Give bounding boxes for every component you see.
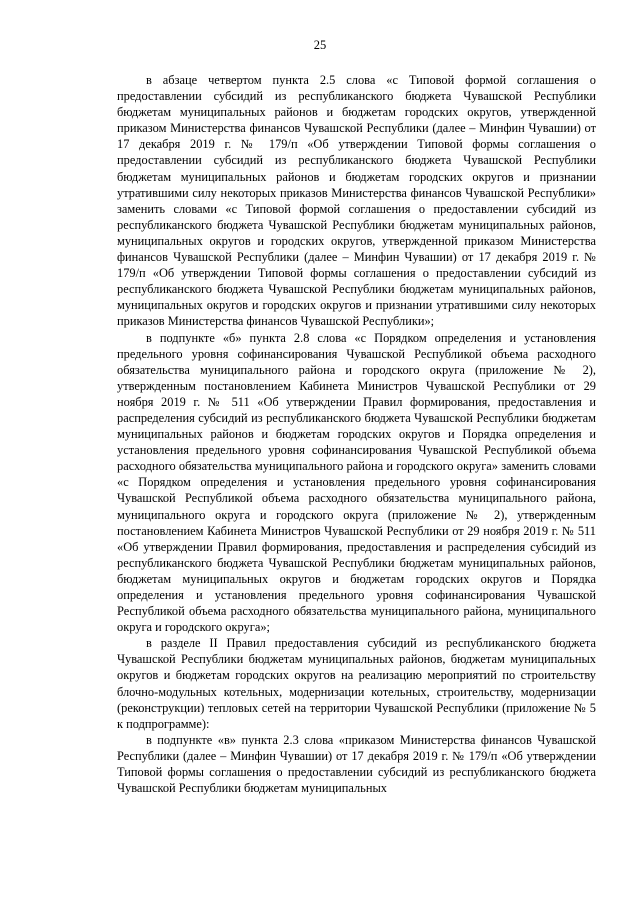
paragraph-1: в абзаце четвертом пункта 2.5 слова «с Типовой формой соглашения о предоставлении субсидий из республиканского бюджета Чувашской Республики бюджетам муниципальных районов и бюджетам городских округов, утвержденной приказом Министерства финансов Чувашской Республики (далее – Минфин Чувашии) от 17 декабря 2019 г. № 179/п «Об утверждении Типовой формы соглашения о предоставлении субсидий из республиканского бюджета Чувашской Республики бюджетам муниципальных районов и бюджетам городских округов и признании утратившими силу некоторых приказов Министерства финансов Чувашской Республики» заменить словами «с Типовой формой соглашения о предоставлении субсидий из республиканского бюджета Чувашской Республики бюджетам муниципальных районов, муниципальных округов и городских округов, утвержденной приказом Министерства финансов Чувашской Республики (далее – Минфин Чувашии) от 17 декабря 2019 г. № 179/п «Об утверждении Типовой формы соглашения о предоставлении субсидий из республиканского бюджета Чувашской Республики бюджетам муниципальных районов, муниципальных округов и городских округов и признании утратившими силу некоторых приказов Министерства финансов Чувашской Республики»; [117,73,596,329]
paragraph-2: в подпункте «б» пункта 2.8 слова «с Порядком определения и установления предельного уровня софинансирования Чувашской Республикой объема расходного обязательства муниципального района и городского округа (приложение № 2), утвержденным постановлением Кабинета Министров Чувашской Республики от 29 ноября 2019 г. № 511 «Об утверждении Правил формирования, предоставления и распределения субсидий из республиканского бюджета Чувашской Республики бюджетам муниципальных районов и бюджетам городских округов и Порядка определения и установления предельного уровня софинансирования Чувашской Республикой объема расходного обязательства муниципального района и городского округа» заменить словами «с Порядком определения и установления предельного уровня софинансирования Чувашской Республикой объема расходного обязательства муниципального района, муниципального округа и городского округа (приложение № 2), утвержденным постановлением Кабинета Министров Чувашской Республики от 29 ноября 2019 г. № 511 «Об утверждении Правил формирования, предоставления и распределения субсидий из республиканского бюджета Чувашской Республики бюджетам муниципальных районов, бюджетам муниципальных округов и бюджетам городских округов и Порядка определения и установления предельного уровня софинансирования Чувашской Республикой объема расходного обязательства муниципального района, муниципального округа и городского округа»; [117,330,596,635]
document-body [117,72,596,796]
page-number: 25 [313,38,327,52]
paragraph-3: в разделе II Правил предоставления субсидий из республиканского бюджета Чувашской Республики бюджетам муниципальных районов, бюджетам муниципальных округов и бюджетам городских округов на реализацию мероприятий по строительству блочно-модульных котельных, модернизации котельных, строительству, модернизации (реконструкции) тепловых сетей на территории Чувашской Республики (приложение № 5 к подпрограмме): [117,636,596,731]
paragraph-4: в подпункте «в» пункта 2.3 слова «приказом Министерства финансов Чувашской Республики (далее – Минфин Чувашии) от 17 декабря 2019 г. № 179/п «Об утверждении Типовой формы соглашения о предоставлении субсидий из республиканского бюджета Чувашской Республики бюджетам муниципальных [117,732,596,796]
